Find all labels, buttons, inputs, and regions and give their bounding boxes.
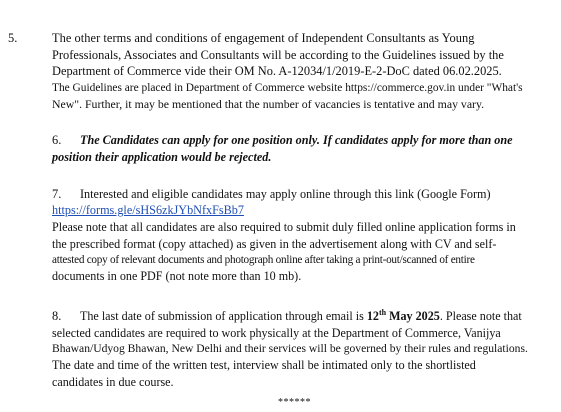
section-6-line-2: position their application would be rejected. xyxy=(52,150,272,164)
section-5-line-2: Professionals, Associates and Consultants will be according to the Guidelines issued by the xyxy=(52,48,504,62)
section-5-number: 5. xyxy=(8,31,18,45)
section-8-line-2: selected candidates are required to work physically at the Department of Commerce, Vanijya xyxy=(52,326,501,340)
section-8-text-b: . Please note that xyxy=(439,309,522,323)
section-5-line-5: New". Further, it may be mentioned that the number of vacancies is tentative and may vary. xyxy=(52,97,485,111)
google-form-link[interactable]: https://forms.gle/sHS6zkJYbNfxFsBb7 xyxy=(52,203,244,217)
section-8-number: 8. xyxy=(52,309,62,323)
section-5-line-1: The other terms and conditions of engagement of Independent Consultants as Young xyxy=(52,31,475,45)
end-mark: ****** xyxy=(278,397,311,408)
section-8-line-4: The date and time of the written test, interview shall be intimated only to the shortlisted xyxy=(52,358,476,372)
section-6-line-1: The Candidates can apply for one position only. If candidates apply for more than one xyxy=(80,133,513,147)
section-7-line-6: documents in one PDF (not note more than 10 mb). xyxy=(52,269,302,283)
section-8-line-3: Bhawan/Udyog Bhawan, New Delhi and their services will be governed by their rules and regulations. xyxy=(52,342,528,355)
section-7-line-3: Please note that all candidates are also required to submit duly filled online application forms in xyxy=(52,220,516,234)
section-7-number: 7. xyxy=(52,187,62,201)
section-5-line-3: Department of Commerce vide their OM No. A-12034/1/2019-E-2-DoC dated 06.02.2025. xyxy=(52,64,502,78)
last-date: 12th May 2025 xyxy=(366,307,440,323)
section-7-line-1: Interested and eligible candidates may apply online through this link (Google Form) xyxy=(80,187,491,201)
section-8-line-5: candidates in due course. xyxy=(52,375,174,389)
section-5-line-4: The Guidelines are placed in Department of Commerce website https://commerce.gov.in under "What's xyxy=(52,82,523,94)
section-8-line-1 xyxy=(80,308,522,324)
section-7-line-4: the prescribed format (copy attached) as given in the advertisement along with CV and self- xyxy=(52,237,497,251)
section-7-line-5: attested copy of relevant documents and photograph online after taking a print-out/scanned of entire xyxy=(52,254,475,266)
section-6-number: 6. xyxy=(52,133,62,147)
section-8-text-a: The last date of submission of application through email is xyxy=(80,309,367,323)
